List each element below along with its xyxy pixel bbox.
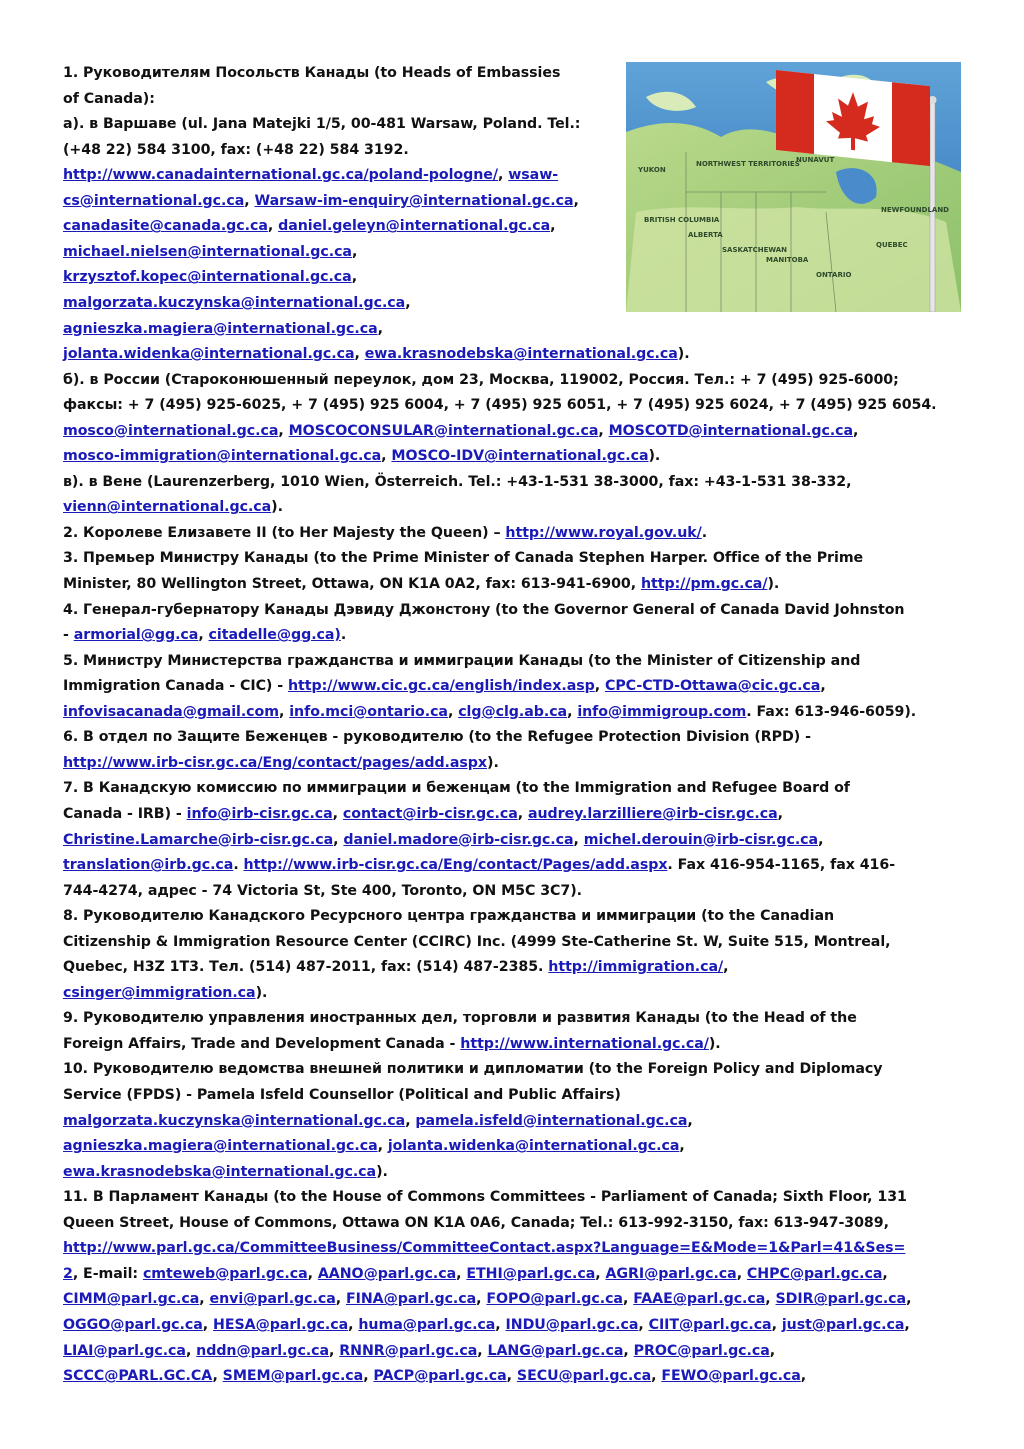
document-text: , <box>405 294 411 311</box>
document-text: Immigration Canada - CIC) - <box>63 678 288 695</box>
document-link[interactable]: armorial@gg.ca <box>73 627 199 644</box>
map-label-quebec: QUEBEC <box>876 241 908 249</box>
document-link[interactable]: FOPO@parl.gc.ca <box>486 1291 623 1308</box>
document-text: ). <box>708 1035 721 1052</box>
document-text: б). в России (Староконюшенный переулок, дом 23, Москва, 119002, Россия. Тел.: + 7 (495) 925-6000; <box>63 371 899 388</box>
document-text: ). <box>767 576 780 592</box>
document-line <box>63 1032 721 1057</box>
document-line <box>63 1339 775 1364</box>
document-text: . <box>233 857 244 874</box>
document-text: . Fax 416-954-1165, fax 416- <box>667 857 896 874</box>
document-text: 8. Руководителю Канадского Ресурсного центра гражданства и иммиграции (to the Canadian <box>63 908 835 925</box>
document-line <box>63 1083 621 1108</box>
document-text: 1. Руководителям Посольств Канады (to Heads of Embassies <box>63 65 561 81</box>
document-text: Canada - IRB) - <box>63 805 187 822</box>
document-link[interactable]: MOSCOTD@international.gc.ca <box>608 422 854 439</box>
document-text: , <box>497 167 509 184</box>
document-text: 5. Министру Министерства гражданства и иммиграции Канады (to the Minister of Citizenship and <box>63 652 861 669</box>
document-text: . <box>701 524 708 541</box>
document-text: , <box>354 346 365 363</box>
document-link[interactable]: MOSCOCONSULAR@international.gc.ca <box>288 422 599 439</box>
document-line <box>63 419 858 444</box>
document-link[interactable]: pamela.isfeld@international.gc.ca <box>415 1112 688 1129</box>
document-link[interactable]: translation@irb.gc.ca <box>63 857 234 874</box>
document-line <box>63 802 783 827</box>
document-text: , <box>202 1316 214 1333</box>
document-link[interactable]: INDU@parl.gc.ca <box>505 1316 639 1333</box>
map-label-nunavut: NUNAVUT <box>796 156 835 164</box>
document-text: , <box>351 243 358 260</box>
document-line <box>63 879 582 904</box>
document-link[interactable]: just@parl.gc.ca <box>781 1316 905 1333</box>
document-line <box>63 1236 905 1261</box>
document-link[interactable]: FAAE@parl.gc.ca <box>633 1291 766 1308</box>
document-text: , <box>185 1342 197 1359</box>
document-link[interactable]: michel.derouin@irb-cisr.gc.ca <box>583 831 819 848</box>
document-text: ). <box>376 1163 388 1180</box>
document-line <box>63 776 850 801</box>
document-text: , <box>573 831 584 848</box>
document-line <box>63 930 890 955</box>
document-line <box>63 1109 693 1134</box>
document-link[interactable]: 2 <box>63 1265 73 1282</box>
document-link[interactable]: RNNR@parl.gc.ca <box>339 1342 478 1359</box>
document-link[interactable]: citadelle@gg.ca) <box>208 627 341 644</box>
document-text: , <box>278 703 290 720</box>
document-link[interactable]: mosco@international.gc.ca <box>63 422 279 439</box>
document-text: , <box>456 1265 467 1282</box>
document-line <box>63 470 851 495</box>
document-link[interactable]: contact@irb-cisr.gc.ca <box>342 805 518 822</box>
document-link[interactable]: ewa.krasnodebska@international.gc.ca <box>63 1163 377 1180</box>
document-link[interactable]: FEWO@parl.gc.ca <box>661 1368 801 1385</box>
document-line <box>63 1313 910 1338</box>
document-link[interactable]: FINA@parl.gc.ca <box>345 1291 477 1308</box>
document-line <box>63 725 811 750</box>
document-link[interactable]: nddn@parl.gc.ca <box>196 1342 330 1359</box>
document-link[interactable]: info@irb-cisr.gc.ca <box>186 805 333 822</box>
document-line <box>63 546 863 571</box>
document-link[interactable]: info@immigroup.com <box>577 703 747 720</box>
document-text: , <box>820 678 826 695</box>
document-text: 11. В Парламент Канады (to the House of Commons Committees - Parliament of Canada; Sixth Floor, 131 <box>63 1189 907 1206</box>
document-text: , <box>818 831 824 848</box>
document-line <box>63 393 937 418</box>
document-link[interactable]: SDIR@parl.gc.ca <box>775 1291 907 1308</box>
document-line <box>63 444 660 469</box>
document-text: ). <box>255 984 268 1001</box>
document-text: Quebec, H3Z 1T3. Тел. (514) 487-2011, fax: (514) 487-2385. <box>63 959 549 976</box>
document-link[interactable]: michael.nielsen@international.gc.ca <box>63 243 352 260</box>
document-text: , <box>212 1368 223 1385</box>
document-line <box>63 904 834 929</box>
document-line <box>63 138 409 163</box>
document-text: , <box>651 1368 662 1385</box>
document-text: ). <box>487 754 499 771</box>
document-link[interactable]: ETHI@parl.gc.ca <box>466 1265 596 1282</box>
document-text: , <box>278 422 289 439</box>
document-line <box>63 521 707 546</box>
document-text: 9. Руководителю управления иностранных дел, торговли и развития Канады (to the Head of the <box>63 1010 857 1027</box>
document-text: , <box>550 218 556 235</box>
document-text: , <box>476 1291 487 1308</box>
document-text: Minister, 80 Wellington Street, Ottawa, ON K1A 0A2, fax: 613-941-6900, <box>63 576 641 592</box>
document-text: Citizenship & Immigration Resource Center (CCIRC) Inc. (4999 Ste-Catherine St. W, Suite 515, Montreal, <box>63 933 891 950</box>
document-link[interactable]: CIMM@parl.gc.ca <box>63 1291 200 1308</box>
document-link[interactable]: SMEM@parl.gc.ca <box>222 1368 364 1385</box>
document-text: , <box>198 627 209 644</box>
document-link[interactable]: http://pm.gc.ca/ <box>640 576 768 592</box>
document-link[interactable]: clg@clg.ab.ca <box>458 703 568 720</box>
document-link[interactable]: jolanta.widenka@international.gc.ca <box>63 346 355 363</box>
document-line <box>63 214 555 239</box>
document-text: Service (FPDS) - Pamela Isfeld Counsellor (Political and Public Affairs) <box>63 1087 621 1103</box>
document-line <box>63 981 267 1006</box>
document-link[interactable]: CHPC@parl.gc.ca <box>746 1265 883 1282</box>
document-text: , <box>447 703 459 720</box>
document-link[interactable]: daniel.geleyn@international.gc.ca <box>278 218 551 235</box>
document-text: Queen Street, House of Commons, Ottawa ON K1A 0A6, Canada; Tel.: 613-992-3150, fax: 613-947-3089, <box>63 1214 889 1231</box>
document-text: , <box>381 448 392 465</box>
document-line <box>63 955 728 980</box>
document-text: , E-mail: <box>72 1265 143 1282</box>
document-text: , <box>594 678 605 695</box>
document-line <box>63 1262 888 1287</box>
document-link[interactable]: MOSCO-IDV@international.gc.ca <box>391 448 649 465</box>
document-line <box>63 572 779 597</box>
document-link[interactable]: infovisacanada@gmail.com <box>63 703 279 720</box>
document-link[interactable]: wsaw- <box>508 167 559 184</box>
map-label-saskatchewan: SASKATCHEWAN <box>722 246 788 254</box>
document-text: , <box>495 1316 506 1333</box>
document-link[interactable]: agnieszka.magiera@international.gc.ca <box>63 1138 378 1155</box>
document-link[interactable]: mosco-immigration@international.gc.ca <box>63 448 382 465</box>
document-link[interactable]: http://www.canadainternational.gc.ca/poland-pologne/ <box>63 167 498 184</box>
map-label-yukon: YUKON <box>638 166 666 174</box>
document-text: of Canada): <box>63 90 155 107</box>
document-link[interactable]: Christine.Lamarche@irb-cisr.gc.ca <box>63 831 334 848</box>
document-line <box>63 1134 685 1159</box>
document-text: ). <box>648 448 661 465</box>
document-text: , <box>882 1265 888 1282</box>
document-line <box>63 495 283 520</box>
document-line <box>63 189 579 214</box>
document-link[interactable]: SCCC@PARL.GC.CA <box>63 1368 213 1385</box>
document-link[interactable]: LANG@parl.gc.ca <box>487 1342 624 1359</box>
document-line <box>63 1185 907 1210</box>
document-line <box>63 598 904 623</box>
document-text: ). <box>271 499 283 516</box>
document-text: , <box>377 320 383 337</box>
document-text: , <box>679 1138 685 1155</box>
document-line <box>63 853 895 878</box>
document-link[interactable]: http://www.royal.gov.uk/ <box>505 524 702 541</box>
map-label-nwt: NORTHWEST TERRITORIES <box>696 160 800 168</box>
document-text: . <box>340 627 347 644</box>
document-text: , <box>769 1342 776 1359</box>
document-text: , <box>517 805 528 822</box>
document-line <box>63 828 823 853</box>
document-link[interactable]: LIAI@parl.gc.ca <box>63 1342 186 1359</box>
document-line <box>63 1211 889 1236</box>
document-line <box>63 649 860 674</box>
document-text: , <box>267 218 279 235</box>
document-text: , <box>687 1112 693 1129</box>
document-text: , <box>598 422 609 439</box>
document-link[interactable]: ewa.krasnodebska@international.gc.ca <box>364 346 678 363</box>
document-link[interactable]: agnieszka.magiera@international.gc.ca <box>63 320 378 337</box>
document-link[interactable]: http://immigration.ca/ <box>548 959 724 976</box>
map-label-manitoba: MANITOBA <box>766 256 809 264</box>
document-line <box>63 368 899 393</box>
map-label-bc: BRITISH COLUMBIA <box>644 216 720 224</box>
document-link[interactable]: envi@parl.gc.ca <box>209 1291 336 1308</box>
document-text: , <box>771 1316 782 1333</box>
document-line <box>63 317 383 342</box>
document-text: , <box>595 1265 606 1282</box>
document-text: , <box>329 1342 340 1359</box>
document-link[interactable]: http://www.irb-cisr.gc.ca/Eng/contact/pages/add.aspx <box>63 754 488 771</box>
document-line <box>63 342 690 367</box>
document-link[interactable]: huma@parl.gc.ca <box>358 1316 496 1333</box>
document-text: ). <box>677 346 690 363</box>
document-text: , <box>904 1316 910 1333</box>
document-text: , <box>405 1112 416 1129</box>
document-link[interactable]: CPC-CTD-Ottawa@cic.gc.ca <box>604 678 821 695</box>
document-text: , <box>348 1316 359 1333</box>
document-text: 6. В отдел по Защите Беженцев - руководителю (to the Refugee Protection Division (RPD) - <box>63 729 811 746</box>
document-link[interactable]: http://www.international.gc.ca/ <box>460 1035 709 1052</box>
document-link[interactable]: cs@international.gc.ca <box>63 192 245 209</box>
document-line <box>63 112 580 137</box>
document-text: , <box>853 422 859 439</box>
document-text: в). в Вене (Laurenzerberg, 1010 Wien, Österreich. Tel.: +43-1-531 38-3000, fax: +43-1-531 38-332, <box>63 473 852 490</box>
document-text: , <box>906 1291 912 1308</box>
document-line <box>63 87 155 112</box>
document-line <box>63 1160 388 1185</box>
document-line <box>63 623 346 648</box>
document-text: , <box>777 805 783 822</box>
document-text: , <box>377 1138 388 1155</box>
document-text: , <box>351 269 358 286</box>
document-text: , <box>623 1342 634 1359</box>
document-text: , <box>332 805 343 822</box>
document-text: факсы: + 7 (495) 925-6025, + 7 (495) 925 6004, + 7 (495) 925 6051, + 7 (495) 925 6024, + 7 (495) 925 6054. <box>63 397 937 414</box>
map-label-ontario: ONTARIO <box>816 271 852 279</box>
document-link[interactable]: vienn@international.gc.ca <box>63 499 272 516</box>
document-line <box>63 61 560 86</box>
document-text: , <box>765 1291 776 1308</box>
document-line <box>63 291 411 316</box>
document-text: 2. Королеве Елизавете II (to Her Majesty the Queen) – <box>63 524 506 541</box>
document-link[interactable]: AANO@parl.gc.ca <box>317 1265 457 1282</box>
document-text: - <box>63 627 74 644</box>
document-line <box>63 265 357 290</box>
document-text: Foreign Affairs, Trade and Development Canada - <box>63 1035 461 1052</box>
canada-map-flag-image <box>626 62 961 312</box>
document-link[interactable]: http://www.cic.gc.ca/english/index.asp <box>287 678 595 695</box>
document-link[interactable]: info.mci@ontario.ca <box>289 703 448 720</box>
document-text: , <box>199 1291 210 1308</box>
document-link[interactable]: malgorzata.kuczynska@international.gc.ca <box>63 294 406 311</box>
document-link[interactable]: jolanta.widenka@international.gc.ca <box>387 1138 680 1155</box>
document-line <box>63 1057 882 1082</box>
document-text: , <box>363 1368 374 1385</box>
document-text: а). в Варшаве (ul. Jana Matejki 1/5, 00-481 Warsaw, Poland. Tel.: <box>63 116 581 133</box>
document-line <box>63 751 499 776</box>
document-text: , <box>573 192 579 209</box>
document-link[interactable]: Warsaw-im-enquiry@international.gc.ca <box>254 192 574 209</box>
document-line <box>63 1006 857 1031</box>
document-text: 7. В Канадскую комиссию по иммиграции и беженцам (to the Immigration and Refugee Board of <box>63 780 850 797</box>
document-link[interactable]: HESA@parl.gc.ca <box>213 1316 349 1333</box>
document-text: 3. Премьер Министру Канады (to the Prime Minister of Canada Stephen Harper. Office of the Prime <box>63 550 864 567</box>
document-link[interactable]: http://www.irb-cisr.gc.ca/Eng/contact/Pages/add.aspx <box>243 857 668 874</box>
document-link[interactable]: http://www.parl.gc.ca/CommitteeBusiness/CommitteeContact.aspx?Language=E&Mode=1&Parl=41&Ses= <box>63 1240 906 1257</box>
document-text: , <box>800 1368 807 1385</box>
document-text: , <box>335 1291 346 1308</box>
document-text: , <box>506 1368 517 1385</box>
document-link[interactable]: audrey.larzilliere@irb-cisr.gc.ca <box>527 805 778 822</box>
document-text: (+48 22) 584 3100, fax: (+48 22) 584 3192. <box>63 141 409 158</box>
document-line <box>63 1364 806 1389</box>
document-text: , <box>638 1316 649 1333</box>
document-text: , <box>244 192 255 209</box>
document-text: , <box>622 1291 634 1308</box>
document-link[interactable]: daniel.madore@irb-cisr.gc.ca <box>343 831 574 848</box>
map-label-newfoundland: NEWFOUNDLAND <box>881 206 949 214</box>
document-text: , <box>723 959 729 976</box>
document-text: 4. Генерал-губернатору Канады Дэвиду Джонстону (to the Governor General of Canada David Johnston <box>63 601 905 618</box>
document-line <box>63 1287 911 1312</box>
document-text: , <box>736 1265 747 1282</box>
document-link[interactable]: canadasite@canada.gc.ca <box>63 218 268 235</box>
document-link[interactable]: OGGO@parl.gc.ca <box>63 1316 203 1333</box>
document-link[interactable]: PROC@parl.gc.ca <box>633 1342 770 1359</box>
document-link[interactable]: SECU@parl.gc.ca <box>516 1368 652 1385</box>
document-text: , <box>333 831 344 848</box>
document-text: , <box>307 1265 318 1282</box>
document-text: 744-4274, адрес - 74 Victoria St, Ste 400, Toronto, ON M5C 3C7). <box>63 882 583 899</box>
map-label-alberta: ALBERTA <box>688 231 723 239</box>
document-link[interactable]: AGRI@parl.gc.ca <box>605 1265 737 1282</box>
document-link[interactable]: PACP@parl.gc.ca <box>373 1368 507 1385</box>
document-link[interactable]: malgorzata.kuczynska@international.gc.ca <box>63 1112 406 1129</box>
document-text: , <box>477 1342 488 1359</box>
document-link[interactable]: cmteweb@parl.gc.ca <box>142 1265 308 1282</box>
document-link[interactable]: csinger@immigration.ca <box>63 984 256 1001</box>
document-link[interactable]: krzysztof.kopec@international.gc.ca <box>63 269 352 286</box>
document-line <box>63 163 558 188</box>
document-line <box>63 674 826 699</box>
document-link[interactable]: CIIT@parl.gc.ca <box>648 1316 772 1333</box>
document-line <box>63 700 916 725</box>
document-line <box>63 240 357 265</box>
document-text: , <box>567 703 578 720</box>
document-text: . Fax: 613-946-6059). <box>746 703 917 720</box>
document-text: 10. Руководителю ведомства внешней политики и дипломатии (to the Foreign Policy and Diplomacy <box>63 1061 883 1078</box>
